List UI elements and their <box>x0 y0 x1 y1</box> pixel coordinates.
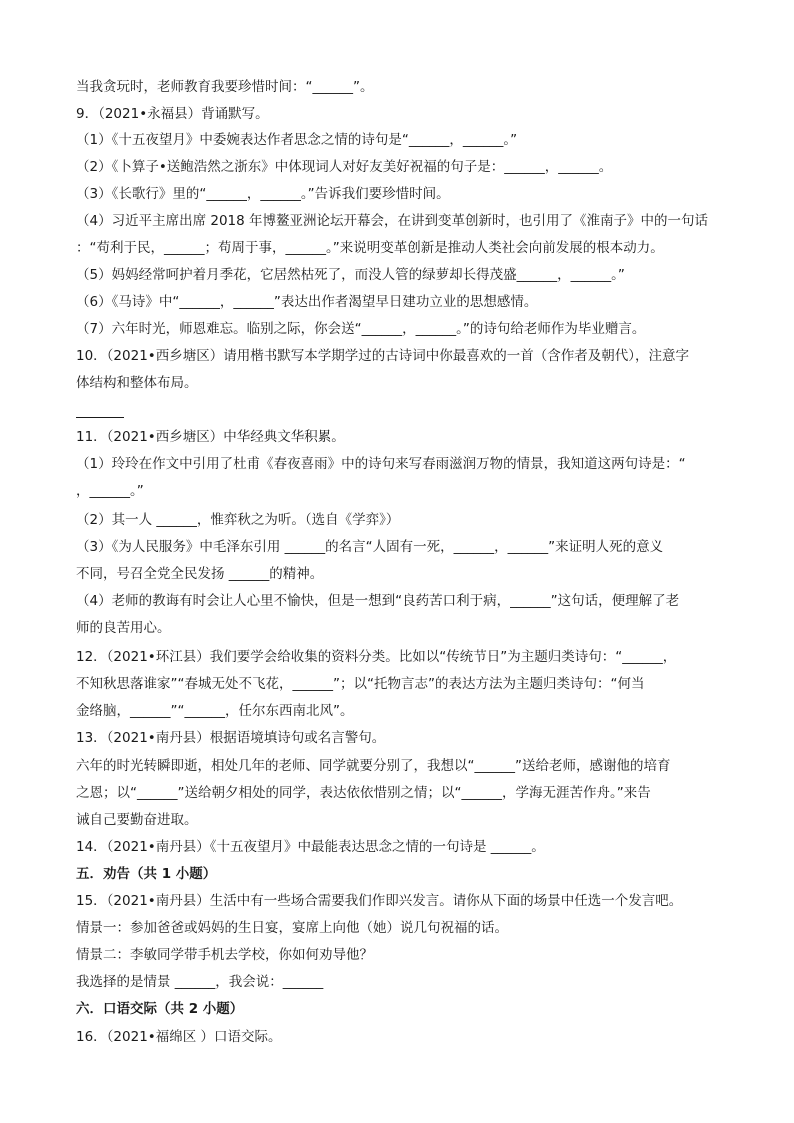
question-16-title: 16．（2021•福绵区 ）口语交际。 <box>76 1029 282 1045</box>
question-11-item-1: （1）玲玲在作文中引用了杜甫《春夜喜雨》中的诗句来写春雨滋润万物的情景，我知道这两句诗是：“ <box>76 456 686 472</box>
question-13-title: 13．（2021•南丹县）根据语境填诗句或名言警句。 <box>76 730 386 746</box>
text-line: 当我贪玩时，老师教育我要珍惜时间：“______”。 <box>76 79 374 95</box>
question-15-scenario-1: 情景一：参加爸爸或妈妈的生日宴，宴席上向他（她）说几句祝福的话。 <box>76 920 508 936</box>
question-12-cont-1: 不知秋思落谁家”“春城无处不飞花，______”；以“托物言志”的表达方法为主题归类诗句：“何当 <box>76 676 645 692</box>
question-11-item-4: （4）老师的教诲有时会让人心里不愉快，但是一想到“良药苦口利于病，______”这句话，便理解了老 <box>76 593 680 609</box>
question-11-item-1-cont: ，______。” <box>76 483 144 499</box>
question-12-cont-2: 金络脑，______”“______，任尔东西南北风”。 <box>76 703 354 719</box>
question-12-title: 12．（2021•环江县）我们要学会给收集的资料分类。比如以“传统节日”为主题归类诗句：“______， <box>76 649 677 665</box>
question-9-item-7: （7）六年时光，师恩难忘。临别之际，你会送“______，______。”的诗句给老师作为毕业赠言。 <box>76 321 646 337</box>
question-13-body-1: 六年的时光转瞬即逝，相处几年的老师、同学就要分别了，我想以“______”送给老师，感谢他的培育 <box>76 758 671 774</box>
answer-blank-line <box>76 417 124 418</box>
question-11-title: 11．（2021•西乡塘区）中华经典文华积累。 <box>76 429 345 445</box>
question-9-item-4-cont: ：“苟利于民，______；苟周于事，______。”来说明变革创新是推动人类社会向前发展的根本动力。 <box>76 240 664 256</box>
question-9-item-3: （3）《长歌行》里的“______，______。”告诉我们要珍惜时间。 <box>76 186 450 202</box>
section-6-heading: 六．口语交际（共 2 小题） <box>76 1001 244 1017</box>
question-9-title: 9．（2021•永福县）背诵默写。 <box>76 106 269 122</box>
question-10-title-cont: 体结构和整体布局。 <box>76 375 198 391</box>
question-10-title: 10．（2021•西乡塘区）请用楷书默写本学期学过的古诗词中你最喜欢的一首（含作者及朝代），注意字 <box>76 348 689 364</box>
question-11-item-3: （3）《为人民服务》中毛泽东引用 ______的名言“人固有一死，______，______”来证明人死的意义 <box>76 539 664 555</box>
question-9-item-2: （2）《卜算子•送鲍浩然之浙东》中体现词人对好友美好祝福的句子是：______，______。 <box>76 159 613 175</box>
question-14-title: 14．（2021•南丹县）《十五夜望月》中最能表达思念之情的一句诗是 ______。 <box>76 839 545 855</box>
question-15-answer: 我选择的是情景 ______，我会说：______ <box>76 974 324 990</box>
question-9-item-1: （1）《十五夜望月》中委婉表达作者思念之情的诗句是“______，______。” <box>76 132 518 148</box>
question-9-item-6: （6）《马诗》中“______，______”表达出作者渴望早日建功立业的思想感情。 <box>76 294 538 310</box>
question-11-item-3-cont: 不同，号召全党全民发扬 ______的精神。 <box>76 566 324 582</box>
question-13-body-2: 之恩；以“______”送给朝夕相处的同学，表达依依惜别之情；以“______，学海无涯苦作舟。”来告 <box>76 785 651 801</box>
question-11-item-4-cont: 师的良苦用心。 <box>76 620 171 636</box>
question-9-item-4: （4）习近平主席出席 2018 年博鳌亚洲论坛开幕会，在讲到变革创新时，也引用了《淮南子》中的一句话 <box>76 213 709 229</box>
question-15-title: 15．（2021•南丹县）生活中有一些场合需要我们作即兴发言。请你从下面的场景中任选一个发言吧。 <box>76 893 683 909</box>
question-15-scenario-2: 情景二：李敏同学带手机去学校，你如何劝导他？ <box>76 947 373 963</box>
question-11-item-2: （2）其一人 ______，惟弈秋之为听。（选自《学弈》） <box>76 512 400 528</box>
question-13-body-3: 诫自己要勤奋进取。 <box>76 812 198 828</box>
section-5-heading: 五．劝告（共 1 小题） <box>76 866 217 882</box>
question-9-item-5: （5）妈妈经常呵护着月季花，它居然枯死了，而没人管的绿萝却长得茂盛______，______。” <box>76 267 625 283</box>
